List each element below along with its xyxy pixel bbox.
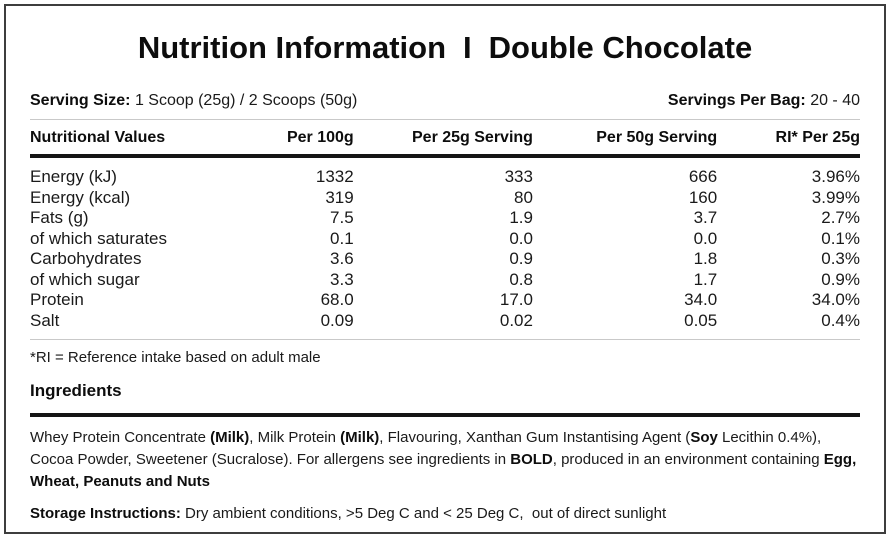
- nutrient-value-cell: 80: [514, 187, 533, 207]
- nutrition-label-frame: [4, 4, 886, 534]
- table-row: [30, 229, 860, 250]
- nutrient-value-cell: 17.0: [499, 290, 533, 309]
- nutrient-value-cell: 0.9%: [821, 269, 860, 289]
- nutrient-value-cell: 0.4%: [821, 310, 860, 330]
- servings-per-bag-label: Servings Per Bag:: [667, 92, 806, 109]
- title-flavour-name: Double Chocolate: [488, 30, 753, 65]
- ingredients-heading: Ingredients: [30, 381, 122, 400]
- nutrient-value-cell: 0.1%: [821, 228, 860, 248]
- nutrient-value-cell: 666: [688, 167, 718, 186]
- nutrient-value-cell: 333: [504, 167, 533, 186]
- nutrient-name-cell: Salt: [30, 310, 60, 330]
- storage-instructions-text: Dry ambient conditions, >5 Deg C and < 25 Deg C, out of direct sunlight: [185, 505, 667, 522]
- title-separator: I: [463, 30, 472, 65]
- nutrient-value-cell: 319: [325, 187, 354, 207]
- nutrient-value-cell: 160: [688, 187, 718, 207]
- table-row: [30, 249, 860, 270]
- nutrient-value-cell: 0.09: [320, 310, 354, 330]
- nutrient-name-cell: Energy (kJ): [30, 167, 117, 186]
- ingredient-segment: Lecithin 0.4%), Cocoa Powder, Sweetener (Sucralose). For allergens see ingredients in: [30, 429, 822, 468]
- table-header-row: [30, 120, 860, 156]
- table-row: [30, 188, 860, 209]
- nutrient-value-cell: 2.7%: [821, 208, 860, 227]
- ingredient-segment-bold: (Milk): [340, 429, 380, 446]
- servings-per-bag: [668, 92, 860, 110]
- serving-info-row: [30, 92, 860, 110]
- ri-footnote: *RI = Reference intake based on adult male: [30, 349, 321, 366]
- nutrient-name-cell: of which sugar: [30, 269, 140, 289]
- nutrient-value-cell: 1.8: [693, 249, 718, 268]
- nutrient-value-cell: 34.0%: [811, 290, 860, 309]
- servings-per-bag-value: 20 - 40: [810, 92, 860, 109]
- nutrient-value-cell: 0.9: [509, 249, 533, 268]
- nutrient-value-cell: 1.9: [509, 208, 533, 227]
- divider-light-bottom: [30, 339, 860, 340]
- nutrient-value-cell: 7.5: [330, 208, 354, 227]
- table-row: [30, 311, 860, 337]
- nutrient-value-cell: 3.96%: [811, 167, 860, 186]
- table-row: [30, 208, 860, 229]
- title-section-name: Nutrition Information: [137, 30, 447, 65]
- table-row: [30, 270, 860, 291]
- nutrient-name-cell: Protein: [30, 290, 84, 309]
- nutrient-value-cell: 3.6: [330, 249, 354, 268]
- ingredient-segment: , produced in an environment containing: [552, 451, 824, 468]
- ingredients-text: [30, 427, 860, 493]
- nutrition-table: [30, 120, 860, 336]
- nutrient-value-cell: 3.3: [330, 269, 354, 289]
- nutrient-value-cell: 1.7: [693, 269, 718, 289]
- nutrient-value-cell: 0.05: [684, 310, 718, 330]
- divider-thick-ingredients: [30, 413, 860, 417]
- ingredient-segment-bold: (Milk): [210, 429, 250, 446]
- ingredient-segment: , Flavouring, Xanthan Gum Instantising Agent (: [379, 429, 691, 446]
- serving-size-value: 1 Scoop (25g) / 2 Scoops (50g): [134, 92, 358, 109]
- nutrient-name-cell: Carbohydrates: [30, 249, 142, 268]
- table-row: [30, 156, 860, 188]
- serving-size: [30, 92, 357, 110]
- nutrient-name-cell: of which saturates: [30, 228, 168, 248]
- nutrient-value-cell: 3.99%: [811, 187, 860, 207]
- ingredient-segment-bold: BOLD: [510, 451, 553, 468]
- col-header-ri-per-25g: RI* Per 25g: [717, 120, 860, 156]
- nutrient-value-cell: 0.0: [509, 228, 533, 248]
- col-header-per-100g: Per 100g: [229, 120, 354, 156]
- col-header-per-50g-serving: Per 50g Serving: [533, 120, 717, 156]
- ingredient-segment-bold: Egg, Wheat, Peanuts and Nuts: [30, 451, 857, 490]
- ingredient-segment-bold: Soy: [690, 429, 718, 446]
- nutrient-value-cell: 0.8: [509, 269, 533, 289]
- ingredient-segment: Whey Protein Concentrate: [30, 429, 211, 446]
- col-header-nutritional-values: Nutritional Values: [30, 120, 229, 156]
- storage-instructions: [30, 505, 860, 522]
- nutrient-value-cell: 1332: [315, 167, 354, 186]
- nutrient-value-cell: 0.0: [693, 228, 718, 248]
- storage-instructions-label: Storage Instructions:: [30, 505, 181, 522]
- nutrient-value-cell: 0.1: [330, 228, 354, 248]
- nutrient-value-cell: 34.0: [684, 290, 718, 309]
- nutrient-value-cell: 0.02: [499, 310, 533, 330]
- page-title: [30, 30, 860, 66]
- nutrient-name-cell: Energy (kcal): [30, 187, 131, 207]
- nutrient-value-cell: 68.0: [320, 290, 354, 309]
- nutrient-name-cell: Fats (g): [30, 208, 89, 227]
- table-row: [30, 290, 860, 311]
- ingredient-segment: , Milk Protein: [249, 429, 341, 446]
- serving-size-label: Serving Size:: [30, 92, 131, 109]
- col-header-per-25g-serving: Per 25g Serving: [354, 120, 533, 156]
- nutrient-value-cell: 3.7: [693, 208, 718, 227]
- nutrient-value-cell: 0.3%: [821, 249, 860, 268]
